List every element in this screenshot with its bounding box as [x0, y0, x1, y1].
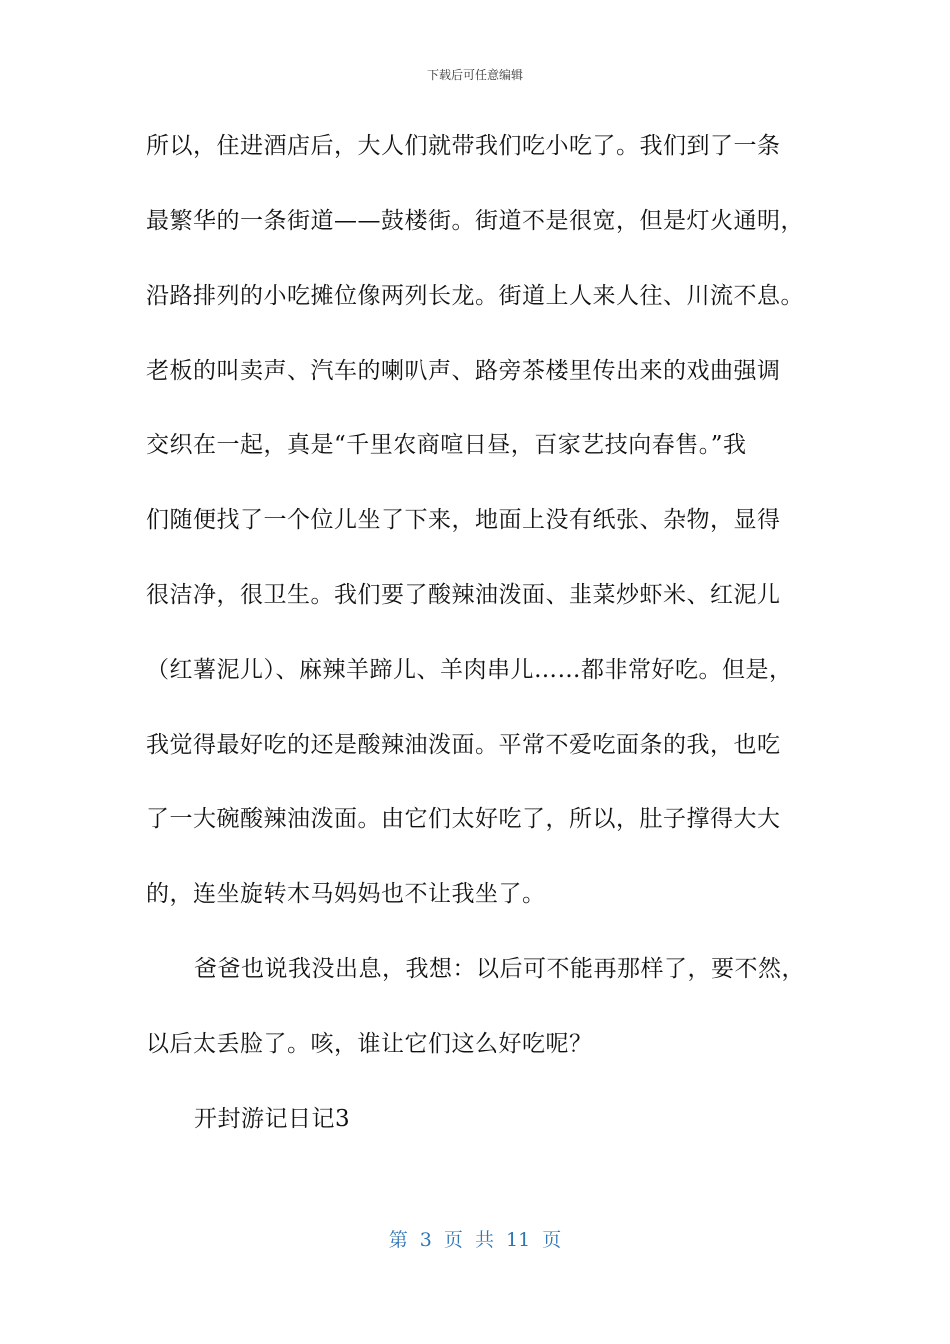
paragraph-line: （红薯泥儿）、麻辣羊蹄儿、羊肉串儿……都非常好吃。但是，: [146, 657, 793, 683]
paragraph-line: 了一大碗酸辣油泼面。由它们太好吃了，所以，肚子撑得大大: [146, 806, 781, 832]
paragraph-line: 所以，住进酒店后，大人们就带我们吃小吃了。我们到了一条: [146, 133, 781, 159]
paragraph-line: 老板的叫卖声、汽车的喇叭声、路旁茶楼里传出来的戏曲强调: [146, 358, 781, 384]
page-number: 第 3 页 共 11 页: [388, 1229, 562, 1251]
paragraph-line: 交织在一起，真是“千里农商喧日昼，百家艺技向春售。”我: [146, 432, 747, 458]
paragraph-line: 以后太丢脸了。咳，谁让它们这么好吃呢？: [146, 1031, 593, 1057]
paragraph-line: 的，连坐旋转木马妈妈也不让我坐了。: [146, 881, 546, 907]
paragraph-line: 沿路排列的小吃摊位像两列长龙。街道上人来人往、川流不息。: [146, 283, 804, 309]
paragraph-line: 爸爸也说我没出息，我想：以后可不能再那样了，要不然，: [194, 956, 805, 982]
paragraph-line: 们随便找了一个位儿坐了下来，地面上没有纸张、杂物，显得: [146, 507, 781, 533]
page-header: 下载后可任意编辑: [426, 68, 523, 82]
paragraph-line: 最繁华的一条街道——鼓楼街。街道不是很宽，但是灯火通明，: [146, 208, 804, 234]
paragraph-line: 我觉得最好吃的还是酸辣油泼面。平常不爱吃面条的我，也吃: [146, 732, 781, 758]
paragraph-line: 很洁净，很卫生。我们要了酸辣油泼面、韭菜炒虾米、红泥儿: [146, 582, 781, 608]
section-title: 开封游记日记3: [194, 1106, 351, 1132]
